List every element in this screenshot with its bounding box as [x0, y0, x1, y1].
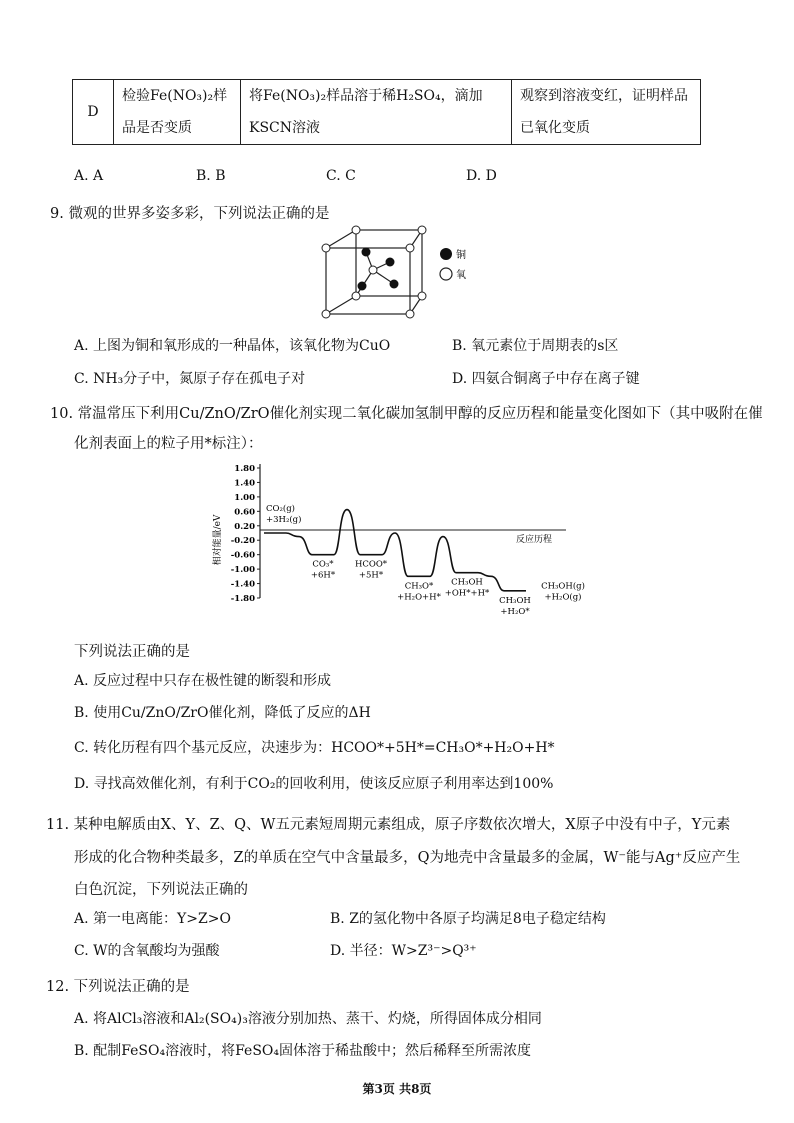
- q8-option-a: A. A: [74, 168, 104, 184]
- purpose-cell: [114, 80, 241, 145]
- q11-option-b: B. Z的氢化物中各原子均满足8电子稳定结构: [330, 911, 606, 927]
- q9-stem: 9. 微观的世界多姿多彩，下列说法正确的是: [50, 206, 330, 222]
- x-axis-label: 反应历程: [516, 535, 553, 545]
- oxygen-atom: [322, 244, 330, 252]
- y-tick-label: 1.00: [234, 492, 255, 503]
- q9-option-b: B. 氧元素位于周期表的s区: [452, 338, 619, 354]
- q12-option-a: A. 将AlCl₃溶液和Al₂(SO₄)₃溶液分别加热、蒸干、灼烧，所得固体成分相同: [74, 1011, 542, 1027]
- y-tick-label: -0.60: [230, 550, 255, 561]
- q10-option-b: B. 使用Cu/ZnO/ZrO催化剂，降低了反应的ΔH: [74, 705, 371, 721]
- level-label: CO₂(g): [266, 504, 295, 514]
- operation-cell: [241, 80, 512, 145]
- oxygen-legend-dot: [440, 268, 452, 280]
- level-label: CO₃*: [312, 559, 334, 570]
- q10-option-d: D. 寻找高效催化剂，有利于CO₂的回收利用，使该反应原子利用率达到100%: [74, 776, 554, 792]
- oxygen-atom: [406, 244, 414, 252]
- q10-stem-line-2: 化剂表面上的粒子用*标注）：: [74, 436, 263, 452]
- oxygen-atom: [406, 310, 414, 318]
- y-tick-label: 0.60: [234, 507, 255, 518]
- y-tick-label: 1.80: [234, 464, 255, 474]
- q11-option-a: A. 第一电离能：Y>Z>O: [74, 911, 231, 927]
- oxygen-atom: [369, 266, 377, 274]
- crystal-cell-figure: [318, 220, 478, 320]
- level-label: +5H*: [358, 570, 384, 581]
- legend-copper-label: 铜: [456, 250, 466, 261]
- copper-legend-dot: [440, 248, 452, 260]
- level-label: CH₃OH: [499, 595, 531, 606]
- q9-option-c: C. NH₃分子中，氮原子存在孤电子对: [74, 371, 306, 387]
- q8-option-d: D. D: [466, 168, 497, 184]
- operation-line-2: KSCN溶液: [249, 120, 321, 136]
- level-label: CH₃O*: [404, 581, 434, 592]
- oxygen-atom: [352, 226, 360, 234]
- copper-atom: [358, 282, 367, 291]
- copper-atom: [362, 248, 371, 257]
- conclusion-line-2: 已氧化变质: [520, 120, 590, 136]
- oxygen-atom: [322, 310, 330, 318]
- level-label: +OH*+H*: [444, 588, 490, 599]
- conclusion-line-1: 观察到溶液变红，证明样品: [520, 88, 688, 104]
- q10-stem-line-1: 10. 常温常压下利用Cu/ZnO/ZrO催化剂实现二氧化碳加氢制甲醇的反应历程和能量变化图如下（其中吸附在催: [50, 406, 763, 422]
- option-table: [72, 79, 701, 145]
- purpose-line-1: 检验Fe(NO₃)₂样: [122, 88, 228, 104]
- q11-option-d: D. 半径：W>Z³⁻>Q³⁺: [330, 943, 477, 959]
- q11-stem-line-1: 11. 某种电解质由X、Y、Z、Q、W五元素短周期元素组成，原子序数依次增大，X原子中没有中子，Y元素: [46, 817, 731, 833]
- y-tick-label: -1.00: [230, 565, 255, 576]
- q11-option-c: C. W的含氧酸均为强酸: [74, 943, 220, 959]
- y-tick-label: -0.20: [230, 536, 255, 547]
- copper-atom: [390, 280, 399, 289]
- level-label: +6H*: [310, 570, 336, 581]
- q10-prompt: 下列说法正确的是: [74, 644, 190, 660]
- q11-stem-line-3: 白色沉淀，下列说法正确的: [74, 882, 248, 898]
- oxygen-atom: [352, 292, 360, 300]
- q8-option-c: C. C: [326, 168, 356, 184]
- legend-oxygen-label: 氧: [456, 270, 466, 281]
- energy-profile-chart: [206, 458, 585, 630]
- q9-option-d: D. 四氨合铜离子中存在离子键: [452, 371, 640, 387]
- conclusion-cell: [512, 80, 701, 145]
- purpose-line-2: 品是否变质: [122, 120, 192, 136]
- operation-line-1: 将Fe(NO₃)₂样品溶于稀H₂SO₄，滴加: [249, 88, 483, 104]
- level-label: HCOO*: [354, 559, 388, 570]
- level-label: +H₂O+H*: [397, 592, 441, 603]
- y-tick-label: 0.20: [234, 521, 255, 532]
- q10-option-a: A. 反应过程中只存在极性键的断裂和形成: [74, 673, 332, 689]
- q9-option-a: A. 上图为铜和氧形成的一种晶体，该氧化物为CuO: [74, 338, 391, 354]
- level-label: +3H₂(g): [266, 515, 302, 525]
- oxygen-atom: [418, 226, 426, 234]
- level-label: +H₂O*: [500, 606, 530, 617]
- y-axis-label: 相对能量/eV: [213, 514, 223, 566]
- energy-curve: [264, 510, 526, 591]
- q12-option-b: B. 配制FeSO₄溶液时，将FeSO₄固体溶于稀盐酸中；然后稀释至所需浓度: [74, 1043, 532, 1059]
- y-tick-label: -1.80: [230, 594, 255, 604]
- oxygen-atom: [418, 292, 426, 300]
- q10-option-c: C. 转化历程有四个基元反应，决速步为：HCOO*+5H*=CH₃O*+H₂O+H*: [74, 740, 555, 756]
- level-label: CH₃OH(g): [541, 581, 585, 592]
- y-tick-label: -1.40: [230, 579, 255, 590]
- q8-option-b: B. B: [196, 168, 226, 184]
- q11-stem-line-2: 形成的化合物种类最多，Z的单质在空气中含量最多，Q为地壳中含量最多的金属，W⁻能与Ag⁺反应产生: [74, 850, 741, 866]
- level-label: +H₂O(g): [544, 592, 582, 603]
- q12-stem: 12. 下列说法正确的是: [46, 979, 190, 995]
- level-label: CH₃OH: [451, 577, 483, 588]
- row-label: D: [73, 80, 114, 145]
- copper-atom: [386, 258, 395, 267]
- page-footer: 第3页 共8页: [362, 1082, 432, 1096]
- y-tick-label: 1.40: [234, 478, 255, 489]
